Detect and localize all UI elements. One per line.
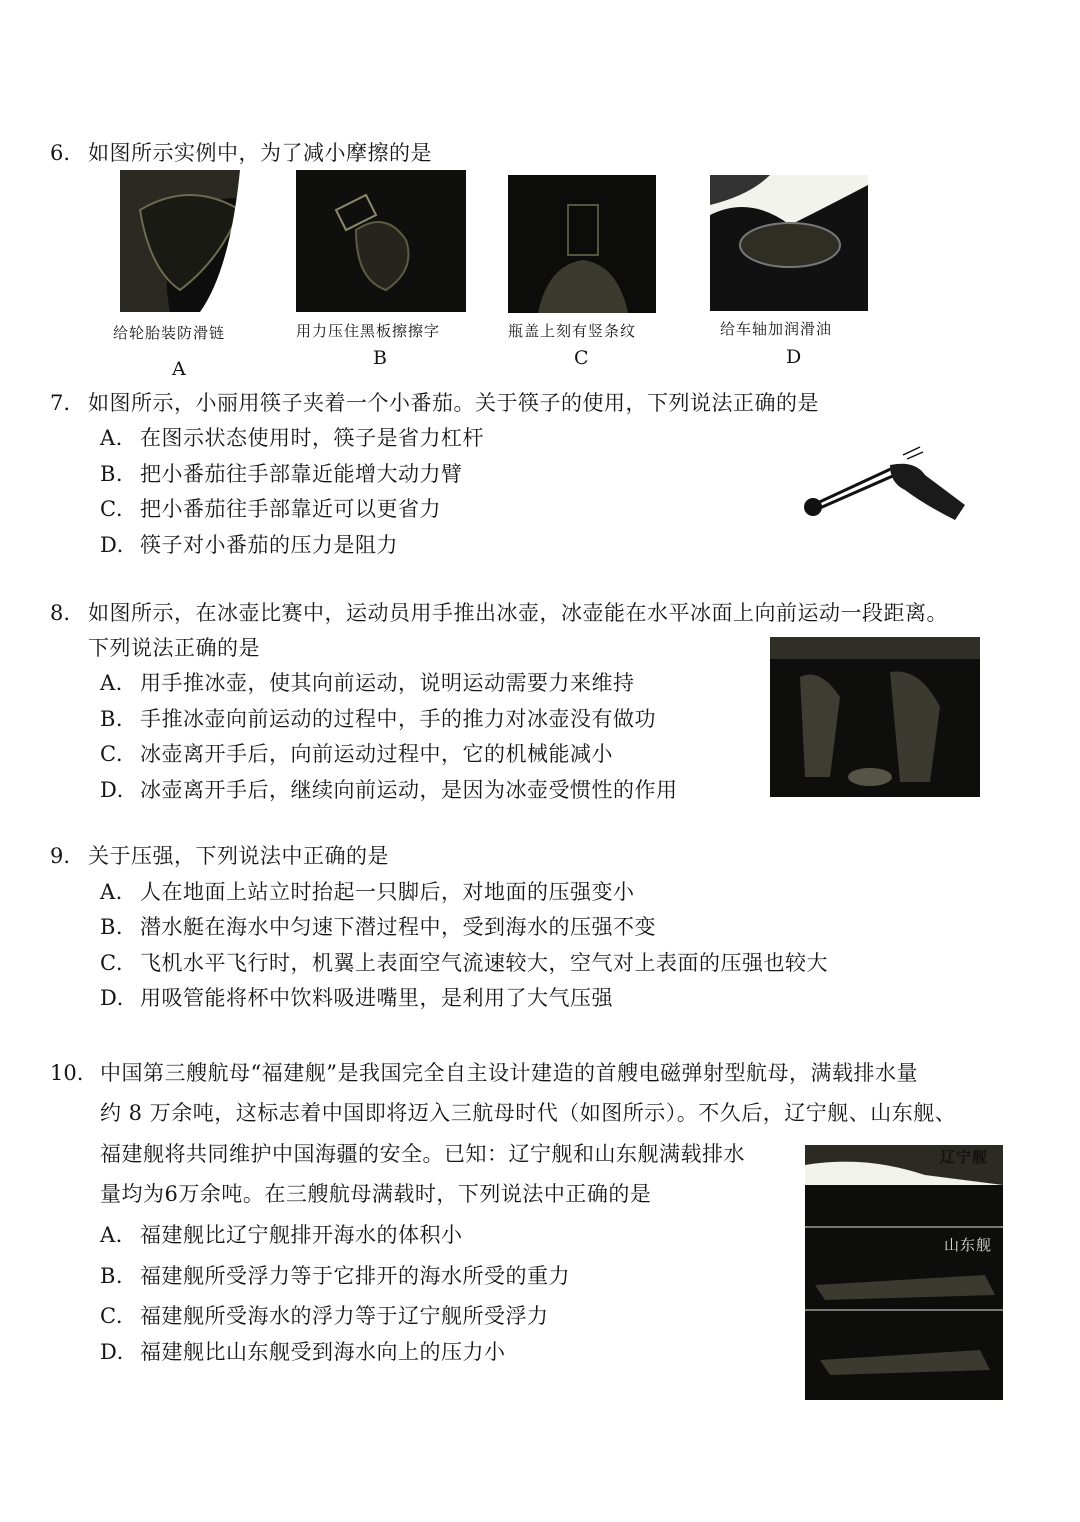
q7-option-c: C. 把小番茄往手部靠近可以更省力 <box>100 497 441 521</box>
q9-option-b: B. 潜水艇在海水中匀速下潜过程中，受到海水的压强不变 <box>100 915 656 939</box>
q10-option-b: B. 福建舰所受浮力等于它排开的海水所受的重力 <box>100 1264 570 1288</box>
q10-number: 10. <box>50 1061 84 1085</box>
q6-stem: 如图所示实例中，为了减小摩擦的是 <box>88 141 432 165</box>
q7-stem: 如图所示，小丽用筷子夹着一个小番茄。关于筷子的使用，下列说法正确的是 <box>88 391 819 415</box>
q10-image-label-liaoning: 辽宁舰 <box>940 1148 989 1166</box>
q6-label-d: D <box>786 346 802 368</box>
q6-caption-a: 给轮胎装防滑链 <box>113 324 226 342</box>
q6-image-b-eraser <box>296 170 466 312</box>
q7-image-chopsticks <box>795 445 970 530</box>
q6-label-c: C <box>574 347 589 369</box>
q6-number: 6. <box>50 141 71 165</box>
q8-stem-line1: 如图所示，在冰壶比赛中，运动员用手推出冰壶，冰壶能在水平冰面上向前运动一段距离。 <box>88 601 948 625</box>
q10-image-label-shandong: 山东舰 <box>944 1236 993 1254</box>
q10-option-c: C. 福建舰所受海水的浮力等于辽宁舰所受浮力 <box>100 1304 549 1328</box>
q6-image-c-bottle-cap <box>508 175 656 313</box>
q6-caption-b: 用力压住黑板擦擦字 <box>296 322 441 340</box>
q10-stem-line2: 约 8 万余吨，这标志着中国即将迈入三航母时代（如图所示）。不久后，辽宁舰、山东舰、 <box>100 1101 957 1125</box>
q9-option-c: C. 飞机水平飞行时，机翼上表面空气流速较大，空气对上表面的压强也较大 <box>100 951 828 975</box>
q6-caption-d: 给车轴加润滑油 <box>720 320 833 338</box>
q9-number: 9. <box>50 844 71 868</box>
q6-image-d-axle-oil <box>710 175 868 311</box>
q8-number: 8. <box>50 601 71 625</box>
q10-stem-line3: 福建舰将共同维护中国海疆的安全。已知：辽宁舰和山东舰满载排水 <box>100 1142 745 1166</box>
q10-option-d: D. 福建舰比山东舰受到海水向上的压力小 <box>100 1340 506 1364</box>
q8-option-d: D. 冰壶离开手后，继续向前运动，是因为冰壶受惯性的作用 <box>100 778 678 802</box>
q10-image-aircraft-carriers <box>805 1145 1003 1400</box>
q7-option-b: B. 把小番茄往手部靠近能增大动力臂 <box>100 462 463 486</box>
q8-stem-line2: 下列说法正确的是 <box>88 636 260 660</box>
q6-label-b: B <box>373 347 387 369</box>
q6-label-a: A <box>172 358 186 380</box>
q7-option-d: D. 筷子对小番茄的压力是阻力 <box>100 533 398 557</box>
q8-option-c: C. 冰壶离开手后，向前运动过程中，它的机械能减小 <box>100 742 613 766</box>
q10-option-a: A. 福建舰比辽宁舰排开海水的体积小 <box>100 1223 463 1247</box>
q10-stem-line1: 中国第三艘航母“福建舰”是我国完全自主设计建造的首艘电磁弹射型航母，满载排水量 <box>100 1061 918 1085</box>
q8-image-curling <box>770 637 980 797</box>
q8-option-b: B. 手推冰壶向前运动的过程中，手的推力对冰壶没有做功 <box>100 707 656 731</box>
q6-image-a-tire-chain <box>120 170 250 312</box>
q9-option-a: A. 人在地面上站立时抬起一只脚后，对地面的压强变小 <box>100 880 635 904</box>
q9-option-d: D. 用吸管能将杯中饮料吸进嘴里，是利用了大气压强 <box>100 986 613 1010</box>
q7-number: 7. <box>50 391 71 415</box>
q10-stem-line4: 量均为6万余吨。在三艘航母满载时，下列说法中正确的是 <box>100 1182 652 1206</box>
q8-option-a: A. 用手推冰壶，使其向前运动，说明运动需要力来维持 <box>100 671 635 695</box>
q7-option-a: A. 在图示状态使用时，筷子是省力杠杆 <box>100 426 484 450</box>
q9-stem: 关于压强，下列说法中正确的是 <box>88 844 389 868</box>
q6-caption-c: 瓶盖上刻有竖条纹 <box>508 322 637 340</box>
